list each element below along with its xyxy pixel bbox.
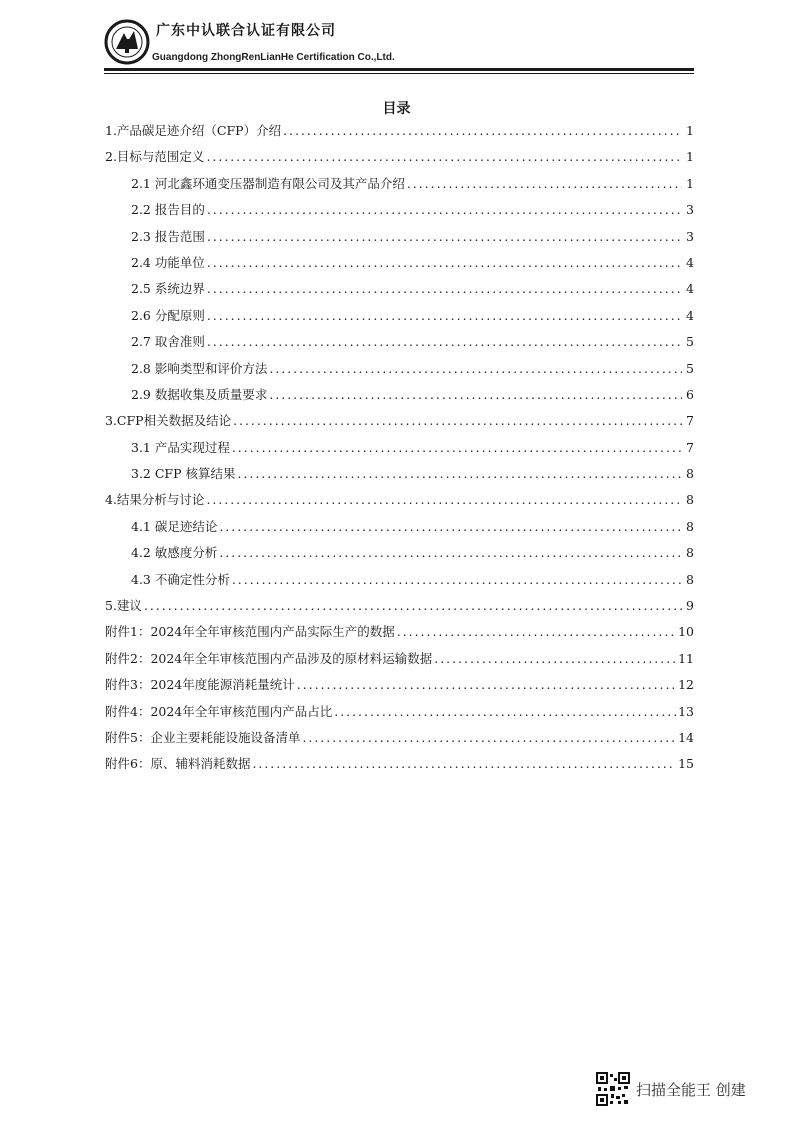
company-seal-logo-icon <box>104 19 150 65</box>
toc-entry <box>105 306 694 332</box>
toc-entry-page: 4 <box>686 281 694 297</box>
toc-entry-label: 5.建议 <box>105 598 142 614</box>
toc-entry-label: 附件6：原、辅料消耗数据 <box>105 756 251 772</box>
toc-entry <box>105 649 694 675</box>
toc-entry <box>105 543 694 569</box>
toc-entry-page: 7 <box>686 413 694 429</box>
toc-entry <box>105 675 694 701</box>
toc-entry <box>105 253 694 279</box>
toc-entry-page: 11 <box>678 650 694 666</box>
toc-dot-leader <box>207 202 682 217</box>
toc-entry-page: 15 <box>678 756 694 772</box>
toc-dot-leader <box>219 545 682 560</box>
toc-entry-label: 附件5：企业主要耗能设施设备清单 <box>105 729 301 745</box>
toc-entry-page: 7 <box>686 439 694 455</box>
toc-entry-label: 附件3：2024年度能源消耗量统计 <box>105 677 295 693</box>
toc-dot-leader <box>233 413 682 428</box>
toc-entry-page: 8 <box>686 492 694 508</box>
toc-dot-leader <box>206 149 682 164</box>
toc-entry-page: 6 <box>686 386 694 402</box>
toc-entry-page: 12 <box>678 677 694 693</box>
toc-dot-leader <box>206 492 682 507</box>
toc-entry-page: 8 <box>686 518 694 534</box>
toc-entry-label: 4.2 敏感度分析 <box>131 545 218 561</box>
toc-entry <box>105 227 694 253</box>
toc-dot-leader <box>219 519 682 534</box>
toc-dot-leader <box>283 123 682 138</box>
toc-entry-page: 1 <box>686 149 694 165</box>
toc-entry-label: 3.CFP相关数据及结论 <box>105 413 232 429</box>
toc-entry-label: 2.7 取舍准则 <box>131 334 205 350</box>
toc-entry-page: 1 <box>686 123 694 138</box>
toc-entry-page: 4 <box>686 307 694 323</box>
toc-dot-leader <box>237 466 682 481</box>
toc-entry-label: 2.5 系统边界 <box>131 281 205 297</box>
toc-entry <box>105 570 694 596</box>
toc-entry-page: 8 <box>686 545 694 561</box>
toc-entry-page: 10 <box>678 624 694 640</box>
toc-dot-leader <box>207 281 682 296</box>
toc-entry-page: 3 <box>686 202 694 218</box>
toc-dot-leader <box>334 704 676 719</box>
toc-entry <box>105 332 694 358</box>
company-name-cn: 广东中认联合认证有限公司 <box>156 23 336 39</box>
toc-entry-page: 1 <box>686 175 694 191</box>
toc-entry-label: 4.3 不确定性分析 <box>131 571 230 587</box>
toc-entry-page: 13 <box>678 703 694 719</box>
toc-entry-label: 附件4：2024年全年审核范围内产品占比 <box>105 703 333 719</box>
toc-entry-label: 4.1 碳足迹结论 <box>131 518 218 534</box>
toc-dot-leader <box>302 730 676 745</box>
toc-dot-leader <box>252 756 676 771</box>
toc-entry <box>105 490 694 516</box>
toc-dot-leader <box>269 387 682 402</box>
toc-entry <box>105 702 694 728</box>
toc-entry-page: 4 <box>686 254 694 270</box>
letterhead <box>104 16 694 74</box>
toc-entry <box>105 359 694 385</box>
toc-dot-leader <box>407 176 682 191</box>
toc-entry <box>105 411 694 437</box>
toc-entry <box>105 385 694 411</box>
toc-entry-page: 9 <box>686 598 694 614</box>
company-name-en: Guangdong ZhongRenLianHe Certification Co.,Ltd. <box>152 52 395 63</box>
toc-entry-label: 3.1 产品实现过程 <box>131 439 230 455</box>
scanner-watermark-text: 扫描全能王 创建 <box>636 1080 746 1099</box>
toc-entry-label: 2.8 影响类型和评价方法 <box>131 360 268 376</box>
toc-entry-label: 附件2：2024年全年审核范围内产品涉及的原材料运输数据 <box>105 650 433 666</box>
toc-entry-label: 2.1 河北鑫环通变压器制造有限公司及其产品介绍 <box>131 175 405 191</box>
toc-dot-leader <box>232 572 682 587</box>
toc-entry <box>105 121 694 147</box>
toc-entry <box>105 438 694 464</box>
toc-entry-label: 2.2 报告目的 <box>131 202 205 218</box>
toc-title: 目录 <box>382 101 411 117</box>
toc-entry-page: 3 <box>686 228 694 244</box>
header-divider <box>104 68 694 71</box>
toc-entry-label: 3.2 CFP 核算结果 <box>131 466 236 482</box>
toc-entry <box>105 728 694 754</box>
toc-dot-leader <box>144 598 682 613</box>
toc-entry-label: 2.3 报告范围 <box>131 228 205 244</box>
toc-dot-leader <box>297 677 676 692</box>
toc-entry-label: 1.产品碳足迹介绍（CFP）介绍 <box>105 123 282 138</box>
toc-entry <box>105 517 694 543</box>
toc-entry-label: 2.4 功能单位 <box>131 254 205 270</box>
toc-entry-page: 8 <box>686 571 694 587</box>
toc-dot-leader <box>232 440 682 455</box>
toc-dot-leader <box>269 361 682 376</box>
toc-entry-page: 8 <box>686 466 694 482</box>
toc-entry <box>105 596 694 622</box>
toc-entry-label: 2.目标与范围定义 <box>105 149 205 165</box>
toc-dot-leader <box>207 255 682 270</box>
toc-entry-label: 2.9 数据收集及质量要求 <box>131 386 268 402</box>
toc-entry <box>105 464 694 490</box>
scanner-watermark <box>596 1072 746 1106</box>
toc-entry <box>105 279 694 305</box>
toc-dot-leader <box>207 229 682 244</box>
toc-dot-leader <box>207 334 682 349</box>
toc-dot-leader <box>397 624 676 639</box>
table-of-contents <box>105 121 694 781</box>
toc-entry-label: 2.6 分配原则 <box>131 307 205 323</box>
qr-code-icon <box>596 1072 630 1106</box>
toc-entry <box>105 754 694 780</box>
toc-entry <box>105 200 694 226</box>
toc-entry-page: 5 <box>686 334 694 350</box>
toc-entry <box>105 174 694 200</box>
toc-entry-page: 14 <box>678 729 694 745</box>
header-divider-thin <box>104 73 694 74</box>
toc-entry <box>105 147 694 173</box>
toc-entry-label: 4.结果分析与讨论 <box>105 492 205 508</box>
toc-entry-page: 5 <box>686 360 694 376</box>
toc-dot-leader <box>207 308 682 323</box>
toc-dot-leader <box>434 651 676 666</box>
toc-entry-label: 附件1：2024年全年审核范围内产品实际生产的数据 <box>105 624 395 640</box>
toc-entry <box>105 622 694 648</box>
